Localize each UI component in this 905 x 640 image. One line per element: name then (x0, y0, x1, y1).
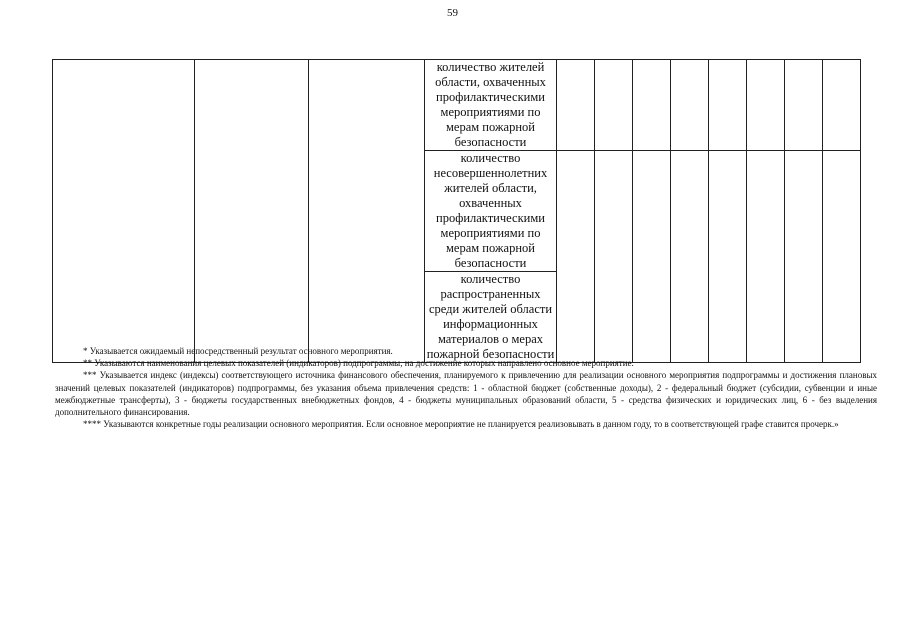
footnotes (55, 345, 877, 430)
value-cell (785, 151, 823, 363)
value-cell (709, 60, 747, 151)
footnote-4: **** Указываются конкретные годы реализации основного мероприятия. Если основное мероприятие не планируется реализовывать в данном году, то в соответствующей графе ставится прочерк.» (83, 419, 839, 430)
value-cell (747, 60, 785, 151)
indicator-cell: количество распространенных среди жителей области информационных материалов о мерах пожарной безопасности (425, 272, 557, 363)
footnote-3: *** Указывается индекс (индексы) соответствующего источника финансового обеспечения, планируемого к привлечению для реализации основного мероприятия подпрограммы и достижения плановых значений целевых показателей (индикаторов) подпрограммы, без указания объема привлечения средств: 1 - областной бюджет (собственные доходы), 2 - федеральный бюджет (субсидии, субвенции и иные межбюджетные трансферты), 3 - бюджеты государственных внебюджетных фондов, 4 - бюджеты муниципальных образований области, 5 - средства физических и юридических лиц, 6 - без выделения дополнительного финансирования. (55, 370, 877, 418)
measures-table (52, 59, 861, 363)
cell-executor (195, 60, 309, 363)
value-cell (747, 151, 785, 363)
value-cell (595, 151, 633, 363)
cell-main-activity (53, 60, 195, 363)
value-cell (671, 60, 709, 151)
value-cell (633, 60, 671, 151)
value-cell (785, 60, 823, 151)
value-cell (823, 151, 861, 363)
value-cell (709, 151, 747, 363)
value-cell (557, 151, 595, 363)
footnote-1: * Указывается ожидаемый непосредственный результат основного мероприятия. (83, 346, 393, 356)
value-cell (823, 60, 861, 151)
value-cell (595, 60, 633, 151)
indicator-cell: количество несовершеннолетних жителей области, охваченных профилактическими мероприятиями по мерам пожарной безопасности (425, 151, 557, 272)
page-number: 59 (447, 7, 458, 19)
value-cell (671, 151, 709, 363)
cell-expected-result (309, 60, 425, 363)
value-cell (633, 151, 671, 363)
footnote-2: ** Указываются наименования целевых показателей (индикаторов) подпрограммы, на достижение которых направлено основное мероприятие. (83, 358, 634, 369)
value-cell (557, 60, 595, 151)
indicator-cell: количество жителей области, охваченных профилактическими мероприятиями по мерам пожарной безопасности (425, 60, 557, 151)
